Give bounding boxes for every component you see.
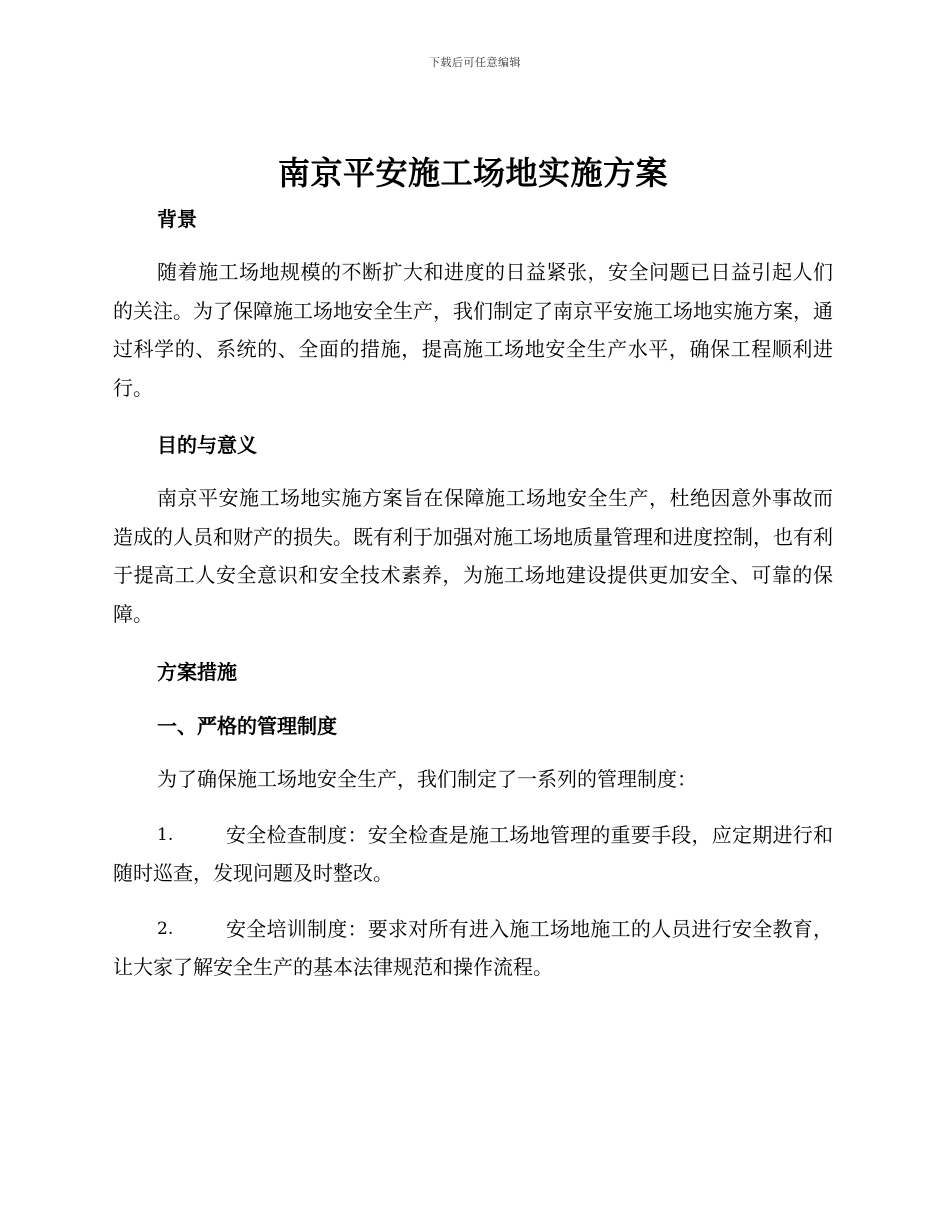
header-note: 下载后可任意编辑 bbox=[429, 56, 521, 69]
document-title: 南京平安施工场地实施方案 bbox=[277, 154, 668, 192]
paragraph-measures-intro: 为了确保施工场地安全生产，我们制定了一系列的管理制度： bbox=[157, 767, 697, 791]
list-item bbox=[113, 910, 833, 987]
list-item bbox=[113, 816, 833, 893]
paragraph-purpose: 南京平安施工场地实施方案旨在保障施工场地安全生产，杜绝因意外事故而造成的人员和财产的损失。既有利于加强对施工场地质量管理和进度控制，也有利于提高工人安全意识和安全技术素养，为施工场地建设提供更加安全、可靠的保障。 bbox=[113, 486, 833, 626]
heading-measures: 方案措施 bbox=[157, 660, 237, 684]
subheading-management-system: 一、严格的管理制度 bbox=[157, 714, 337, 738]
list-item-text: 安全培训制度：要求对所有进入施工场地施工的人员进行安全教育，让大家了解安全生产的基本法律规范和操作流程。 bbox=[113, 916, 833, 979]
list-item-number: 1. bbox=[157, 824, 174, 845]
list-item-text: 安全检查制度：安全检查是施工场地管理的重要手段，应定期进行和随时巡查，发现问题及时整改。 bbox=[113, 822, 833, 885]
document-body bbox=[113, 150, 833, 987]
list-item-number: 2. bbox=[157, 918, 174, 939]
paragraph-background: 随着施工场地规模的不断扩大和进度的日益紧张，安全问题已日益引起人们的关注。为了保障施工场地安全生产，我们制定了南京平安施工场地实施方案，通过科学的、系统的、全面的措施，提高施工场地安全生产水平，确保工程顺利进行。 bbox=[113, 260, 833, 400]
heading-purpose: 目的与意义 bbox=[157, 433, 257, 457]
heading-background: 背景 bbox=[157, 207, 197, 231]
